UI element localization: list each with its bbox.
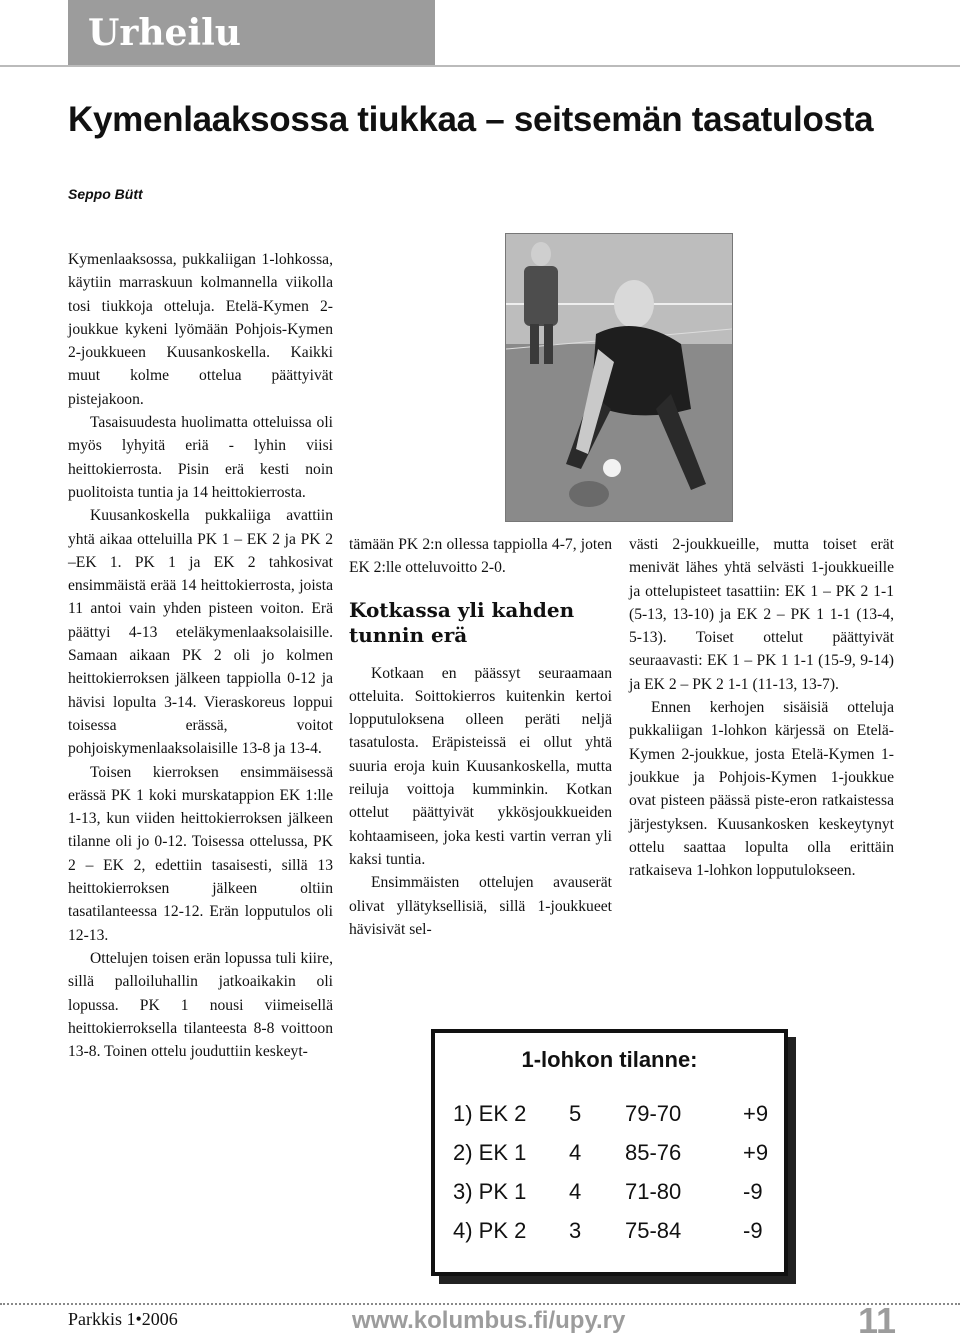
article-byline: Seppo Bütt [68,186,143,202]
standings-row [453,1140,783,1168]
section-title: Urheilu [88,12,241,54]
paragraph: Kuusankoskella pukkaliiga avattiin yhtä aikaa otteluilla PK 1 – EK 2 ja PK 2 –EK 1. PK 1 ja EK 2 tahkosivat ensimmäistä erää 14 heittokierrosta, joista 11 antoi vain yhden pisteen voiton. Erä päättyi 4-13 eteläkymenlaaksolaisille. Samaan aikaan PK 2 oli jo kolmen heittokierroksen jälkeen tappiolla 0-12 ja hävisi lopulta 3-14. Vieraskoreus loppui toisessa erässä, voitot pohjoiskymenlaaksolaisille 13-8 ja 13-4. [68,507,333,758]
paragraph: Ensimmäisten ottelujen avauserät olivat yllätyksellisiä, sillä 1-joukkueet hävisivät sel- [349,874,612,938]
standings-team: 2) EK 1 [453,1140,527,1165]
article-photo [505,233,733,522]
standings-box [431,1029,788,1276]
standings-team: 4) PK 2 [453,1218,527,1243]
standings-points: 4 [569,1179,582,1204]
standings-row [453,1218,783,1246]
paragraph: Kotkaan en päässyt seuraamaan otteluita. Soittokierros kuitenkin kertoi lopputuloksena olleen peräti neljä tasatulosta. Eräpisteissä ei ollut yhtä suuria eroja kuin Kuusankoskella, mutta reiluja voittoja kumminkin. Kotkan ottelut päättyivät ykkösjoukkueiden kohtaamiseen, joka kesti vartin verran yli kaksi tuntia. [349,664,612,868]
paragraph: Kymenlaaksossa, pukkaliigan 1-lohkossa, käytiin marraskuun kolmannella viikolla tosi tiukkoja otteluja. Etelä-Kymen 2-joukkue kykeni lyömään Pohjois-Kymen 2-joukkueen Kuusankoskella. Kaikki muut kolme ottelua päättyivät pistejakoon. [68,251,333,408]
section-rule [0,65,960,67]
standings-diff: +9 [743,1140,769,1165]
page-number: 11 [857,1300,896,1341]
article-subheading: Kotkassa yli kahden tunnin erä [349,597,575,647]
standings-diff: -9 [743,1179,763,1204]
standings-score: 85-76 [625,1140,682,1165]
standings-diff: +9 [743,1101,769,1126]
standings-score: 75-84 [625,1218,682,1243]
footer-url[interactable]: www.kolumbus.fi/upy.ry [352,1307,626,1334]
paragraph: Ottelujen toisen erän lopussa tuli kiire, sillä palloiluhallin jatkoaikakin oli lopussa. PK 1 nousi viimeisellä heittokierroksella tilanteesta 8-8 voittoon 13-8. Toinen ottelu jouduttiin keskeyt- [68,949,333,1061]
section-tab [68,0,435,66]
footer-issue: Parkkis 1•2006 [68,1309,178,1329]
standings-team: 3) PK 1 [453,1179,527,1204]
standings-title: 1-lohkon tilanne: [521,1047,698,1072]
standings-row [453,1179,783,1207]
standings-points: 3 [569,1218,582,1243]
standings-row [453,1101,783,1129]
standings-points: 5 [569,1101,582,1126]
standings-score: 79-70 [625,1101,682,1126]
paragraph: Tasaisuudesta huolimatta otteluissa oli myös lyhyitä eriä - lyhin viisi heittokierrosta. Pisin erä kesti noin puolitoista tuntia ja 14 heittokierrosta. [68,414,333,501]
paragraph: Ennen kerhojen sisäisiä otteluja pukkaliigan 1-lohkon kärjessä on Etelä-Kymen 2-joukkue, josta Etelä-Kymen 1-joukkue ja Pohjois-Kymen 1-joukkue ovat pisteen päässä piste-eron ratkaistessa järjestyksen. Kuusankosken keskeytynyt ottelu saattaa lopulta olla erittäin ratkaiseva 1-lohkon lopputulokseen. [629,699,894,880]
standings-score: 71-80 [625,1179,682,1204]
footer-rule [0,1303,960,1305]
paragraph: Toisen kierroksen ensimmäisessä erässä PK 1 koki murskatappion EK 1:lle 1-13, kun viiden heittokierroksen jälkeen tilanne oli jo 0-12. Toisessa ottelussa, PK 2 – EK 2, edettiin tasaisesti, sillä 13 heittokierroksen jälkeen oltiin tasatilanteessa 12-12. Erän lopputulos oli 12-13. [68,763,333,944]
paragraph: västi 2-joukkueille, mutta toiset erät menivät lähes yhtä selvästi 1-joukkueille ja ottelupisteet tasattiin: EK 1 – PK 2 1-1 (5-13, 13-10) ja EK 2 – PK 1 1-1 (13-4, 5-13). Toiset ottelut päättyivät seuraavasti: EK 1 – PK 1 1-1 (15-9, 9-14) ja EK 2 – PK 2 1-1 (11-13, 13-7). [629,536,894,693]
pukka-player-photo [506,234,732,521]
standings-team: 1) EK 2 [453,1101,527,1126]
paragraph: tämään PK 2:n ollessa tappiolla 4-7, joten EK 2:lle otteluvoitto 2-0. [349,536,612,577]
standings-diff: -9 [743,1218,763,1243]
article-column-1 [68,248,333,1063]
article-column-2 [349,533,612,941]
article-column-3 [629,533,894,882]
article-headline: Kymenlaaksossa tiukkaa – seitsemän tasatulosta [68,100,874,139]
standings-points: 4 [569,1140,582,1165]
